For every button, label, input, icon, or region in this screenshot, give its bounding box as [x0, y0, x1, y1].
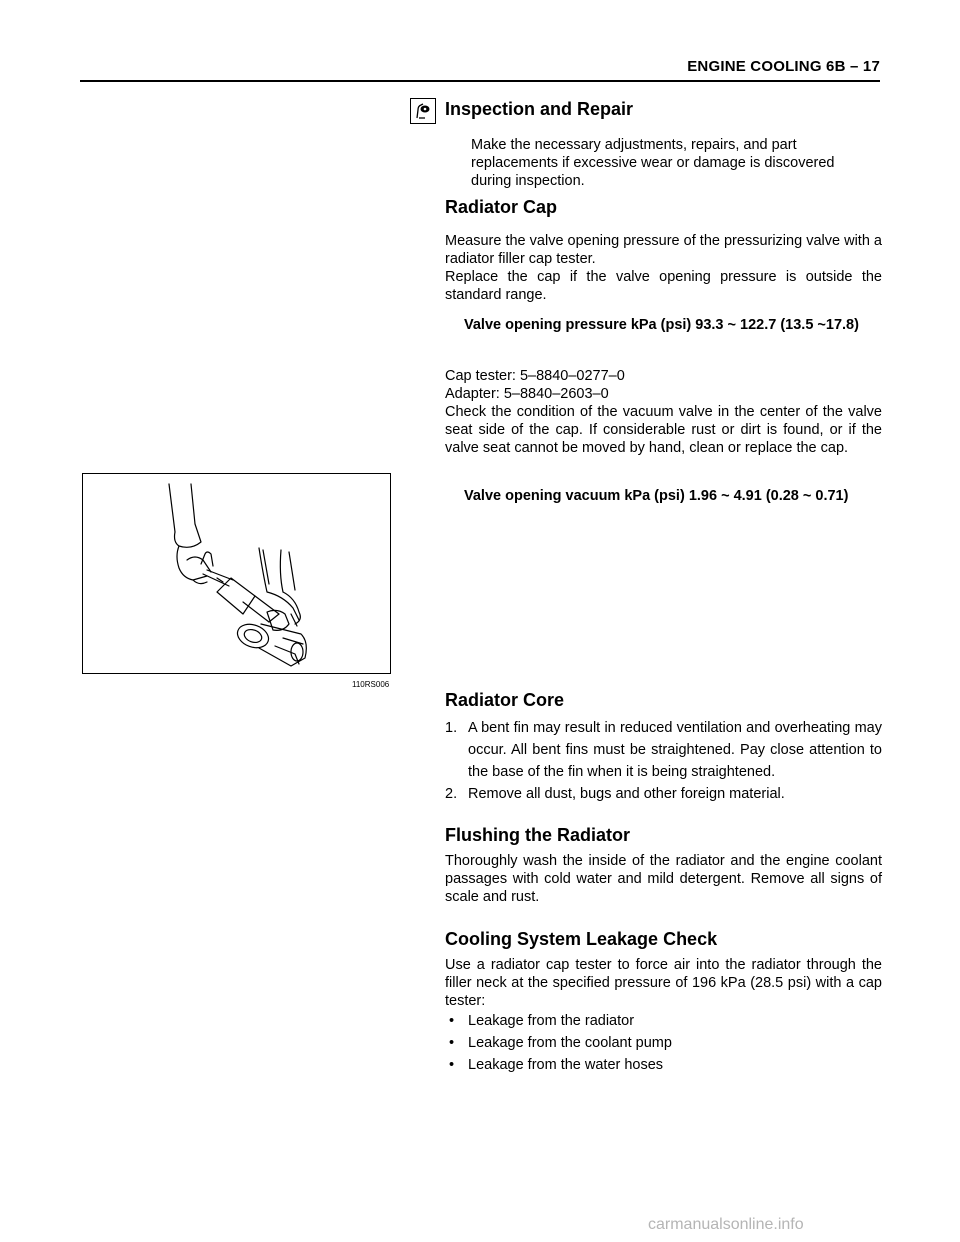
- list-item: [445, 783, 882, 805]
- radiator-core-list: [445, 717, 882, 805]
- radiator-core-heading: Radiator Core: [445, 690, 565, 710]
- adapter-tool: Adapter: 5–8840–2603–0: [445, 386, 609, 402]
- list-number: 2.: [445, 786, 458, 802]
- vacuum-spec: Valve opening vacuum kPa (psi) 1.96 ~ 4.91 (0.28 ~ 0.71): [464, 488, 849, 504]
- flushing-heading: Flushing the Radiator: [445, 825, 631, 845]
- list-item: [445, 1010, 882, 1032]
- leakage-text: Use a radiator cap tester to force air into the radiator through the filler neck at the specified pressure of 196 kPa (28.5 psi) with a cap tester:: [445, 957, 882, 1009]
- flushing-text: Thoroughly wash the inside of the radiator and the engine coolant passages with cold water and mild detergent. Remove all signs of scale and rust.: [445, 853, 882, 905]
- list-item: [445, 1054, 882, 1076]
- bullet-text: Leakage from the radiator: [468, 1013, 635, 1029]
- intro-line: replacements if excessive wear or damage is discovered: [471, 155, 835, 171]
- figure-code: 110RS006: [352, 680, 390, 689]
- radiator-cap-para1: Measure the valve opening pressure of the pressurizing valve with a radiator filler cap tester.: [445, 233, 882, 267]
- intro-line: Make the necessary adjustments, repairs, and part: [471, 137, 797, 153]
- intro-line: during inspection.: [471, 173, 585, 189]
- watermark: carmanualsonline.info: [648, 1216, 804, 1233]
- pressure-spec: Valve opening pressure kPa (psi) 93.3 ~ 122.7 (13.5 ~17.8): [464, 317, 859, 333]
- list-text: Remove all dust, bugs and other foreign material.: [468, 786, 785, 802]
- inspection-intro: [471, 136, 882, 190]
- leakage-bullets: [445, 1010, 882, 1076]
- cap-tester-illustration: [82, 473, 391, 674]
- bullet-icon: •: [449, 1057, 455, 1073]
- list-text: A bent fin may result in reduced ventilation and overheating may occur. All bent fins must be straightened. Pay close attention to the base of the fin when it is being straightened.: [468, 720, 882, 780]
- inspection-heading: Inspection and Repair: [445, 99, 634, 119]
- leakage-heading: Cooling System Leakage Check: [445, 929, 718, 949]
- list-item: [445, 717, 882, 783]
- list-item: [445, 1032, 882, 1054]
- page-header: [80, 58, 880, 82]
- list-number: 1.: [445, 720, 458, 736]
- radiator-cap-para3: Check the condition of the vacuum valve in the center of the valve seat side of the cap. If considerable rust or dirt is found, or if the valve seat cannot be moved by hand, clean or replace the cap.: [445, 404, 882, 456]
- radiator-cap-heading: Radiator Cap: [445, 197, 558, 217]
- bullet-text: Leakage from the coolant pump: [468, 1035, 672, 1051]
- bullet-icon: •: [449, 1013, 455, 1029]
- radiator-cap-para2: Replace the cap if the valve opening pressure is outside the standard range.: [445, 269, 882, 303]
- cap-tester-tool: Cap tester: 5–8840–0277–0: [445, 368, 625, 384]
- inspect-icon: [410, 98, 436, 124]
- bullet-icon: •: [449, 1035, 455, 1051]
- bullet-text: Leakage from the water hoses: [468, 1057, 664, 1073]
- page-header-title: ENGINE COOLING 6B – 17: [687, 58, 880, 75]
